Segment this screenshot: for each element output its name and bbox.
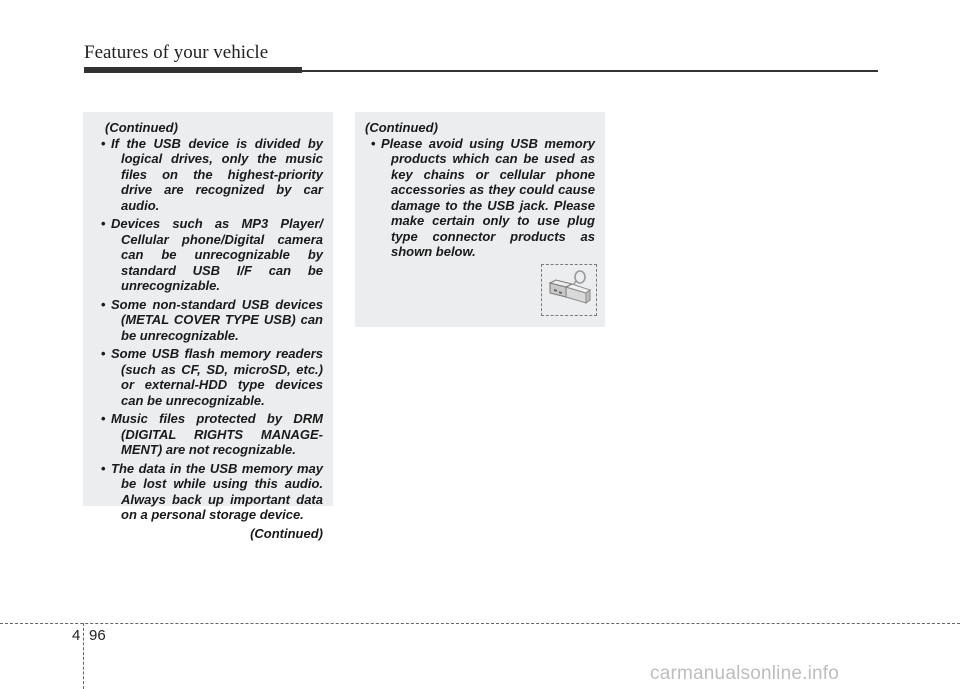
- caution-list-left: [95, 136, 323, 523]
- watermark-text: carmanualsonline.info: [650, 663, 840, 684]
- caution-list-right: [365, 136, 595, 260]
- chapter-number: 4: [72, 627, 81, 644]
- caution-item: • If the USB device is divided by logical drives, only the music files on the highest-priority drive are recognized by car audio.: [95, 136, 323, 214]
- continued-label-bottom: (Continued): [250, 525, 323, 541]
- caution-item: • The data in the USB memory may be lost while using this audio. Always back up important data on a personal storage device.: [95, 461, 323, 523]
- footer-vertical-rule: [83, 623, 84, 689]
- header-rule-thick: [84, 67, 302, 73]
- caution-box-left: [83, 112, 333, 541]
- caution-item: • Please avoid using USB memory products which can be used as key chains or cellular phone accessories as they could cause damage to the USB jack. Please make certain only to use plug type connector products as shown below.: [365, 136, 595, 260]
- usb-plug-figure: [541, 264, 597, 316]
- continued-label-top: (Continued): [365, 120, 438, 135]
- page-number: 96: [89, 627, 106, 644]
- continued-label-top: (Continued): [105, 120, 178, 135]
- caution-item: • Music files protected by DRM (DIGITAL RIGHTS MANAGE-MENT) are not recognizable.: [95, 411, 323, 458]
- page-header-title: Features of your vehicle: [84, 42, 269, 63]
- usb-plug-icon: [542, 265, 596, 315]
- header-rule-thin: [300, 70, 878, 72]
- caution-item: • Some non-standard USB devices (METAL COVER TYPE USB) can be unrecognizable.: [95, 297, 323, 344]
- footer-rule: [0, 623, 960, 624]
- caution-item: • Some USB flash memory readers (such as CF, SD, microSD, etc.) or external-HDD type devices can be unrecognizable.: [95, 346, 323, 408]
- caution-item: • Devices such as MP3 Player/ Cellular phone/Digital camera can be unrecognizable by standard USB I/F can be unrecognizable.: [95, 216, 323, 294]
